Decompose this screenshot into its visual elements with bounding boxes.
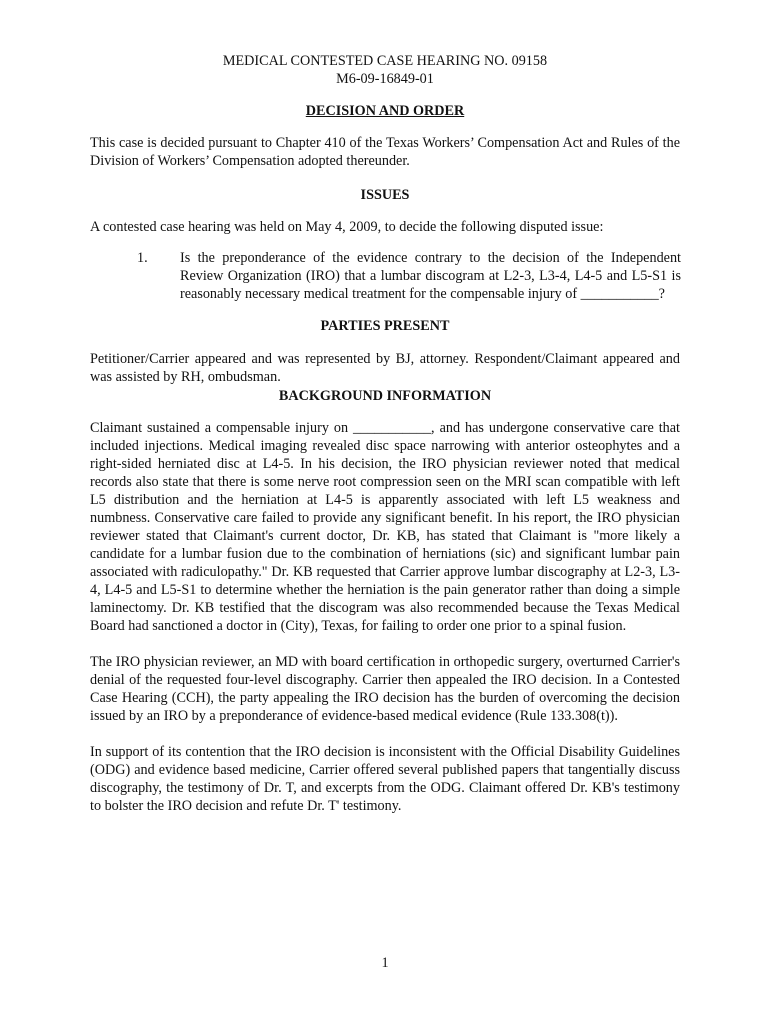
issue-text: Is the preponderance of the evidence contrary to the decision of the Independent Review Organization (IRO) that a lumbar discogram at L2-3, L3-4, L4-5 and L5-S1 is reasonably necessary medical treatment for the compensable injury of ___________? <box>180 250 681 303</box>
intro-paragraph: This case is decided pursuant to Chapter 410 of the Texas Workers’ Compensation Act and Rules of the Division of Workers’ Compensation adopted thereunder. <box>90 135 680 170</box>
background-paragraph-1: Claimant sustained a compensable injury on ___________, and has undergone conservative care that included injections. Medical imaging revealed disc space narrowing with anterior osteophytes and a right-sided herniated disc at L4-5. In his decision, the IRO physician reviewer noted that medical records also state that there is some nerve root compression seen on the MRI scan compatible with left L5 distribution and the herniation at L4-5 is apparently associated with left L5 weakness and numbness. Conservative care failed to provide any significant benefit. In his report, the IRO physician reviewer stated that Claimant's current doctor, Dr. KB, has stated that Claimant is "more likely a candidate for a lumbar fusion due to the combination of herniations (sic) and significant lumbar pain associated with radiculopathy." Dr. KB requested that Carrier approve lumbar discography at L2-3, L3-4, L4-5 and L5-S1 to determine whether the herniation is the pain generator rather than doing a simple laminectomy. Dr. KB testified that the discogram was also recommended because the Texas Medical Board had sanctioned a doctor in (City), Texas, for failing to order one prior to a spinal fusion. <box>90 419 680 634</box>
issues-heading: ISSUES <box>360 187 410 204</box>
document-title: DECISION AND ORDER <box>305 103 465 119</box>
parties-paragraph: Petitioner/Carrier appeared and was represented by BJ, attorney. Respondent/Claimant appeared and was assisted by RH, ombudsman. <box>90 350 680 385</box>
case-number-line: MEDICAL CONTESTED CASE HEARING NO. 09158 <box>222 53 548 69</box>
page-number: 1 <box>381 955 389 971</box>
issue-number: 1. <box>137 250 148 267</box>
issue-item <box>137 249 681 303</box>
issues-lead: A contested case hearing was held on May 4, 2009, to decide the following disputed issue: <box>90 219 604 236</box>
docket-number-line: M6-09-16849-01 <box>336 71 434 87</box>
parties-heading: PARTIES PRESENT <box>320 318 450 335</box>
background-heading: BACKGROUND INFORMATION <box>278 387 492 404</box>
background-paragraph-2: The IRO physician reviewer, an MD with board certification in orthopedic surgery, overturned Carrier's denial of the requested four-level discography. Carrier then appealed the IRO decision. In a Contested Case Hearing (CCH), the party appealing the IRO decision has the burden of overcoming the decision issued by an IRO by a preponderance of evidence-based medical evidence (Rule 133.308(t)). <box>90 653 680 724</box>
background-paragraph-3: In support of its contention that the IRO decision is inconsistent with the Official Disability Guidelines (ODG) and evidence based medicine, Carrier offered several published papers that tangentially discuss discography, the testimony of Dr. T, and excerpts from the ODG. Claimant offered Dr. KB's testimony to bolster the IRO decision and refute Dr. T' testimony. <box>90 743 680 814</box>
